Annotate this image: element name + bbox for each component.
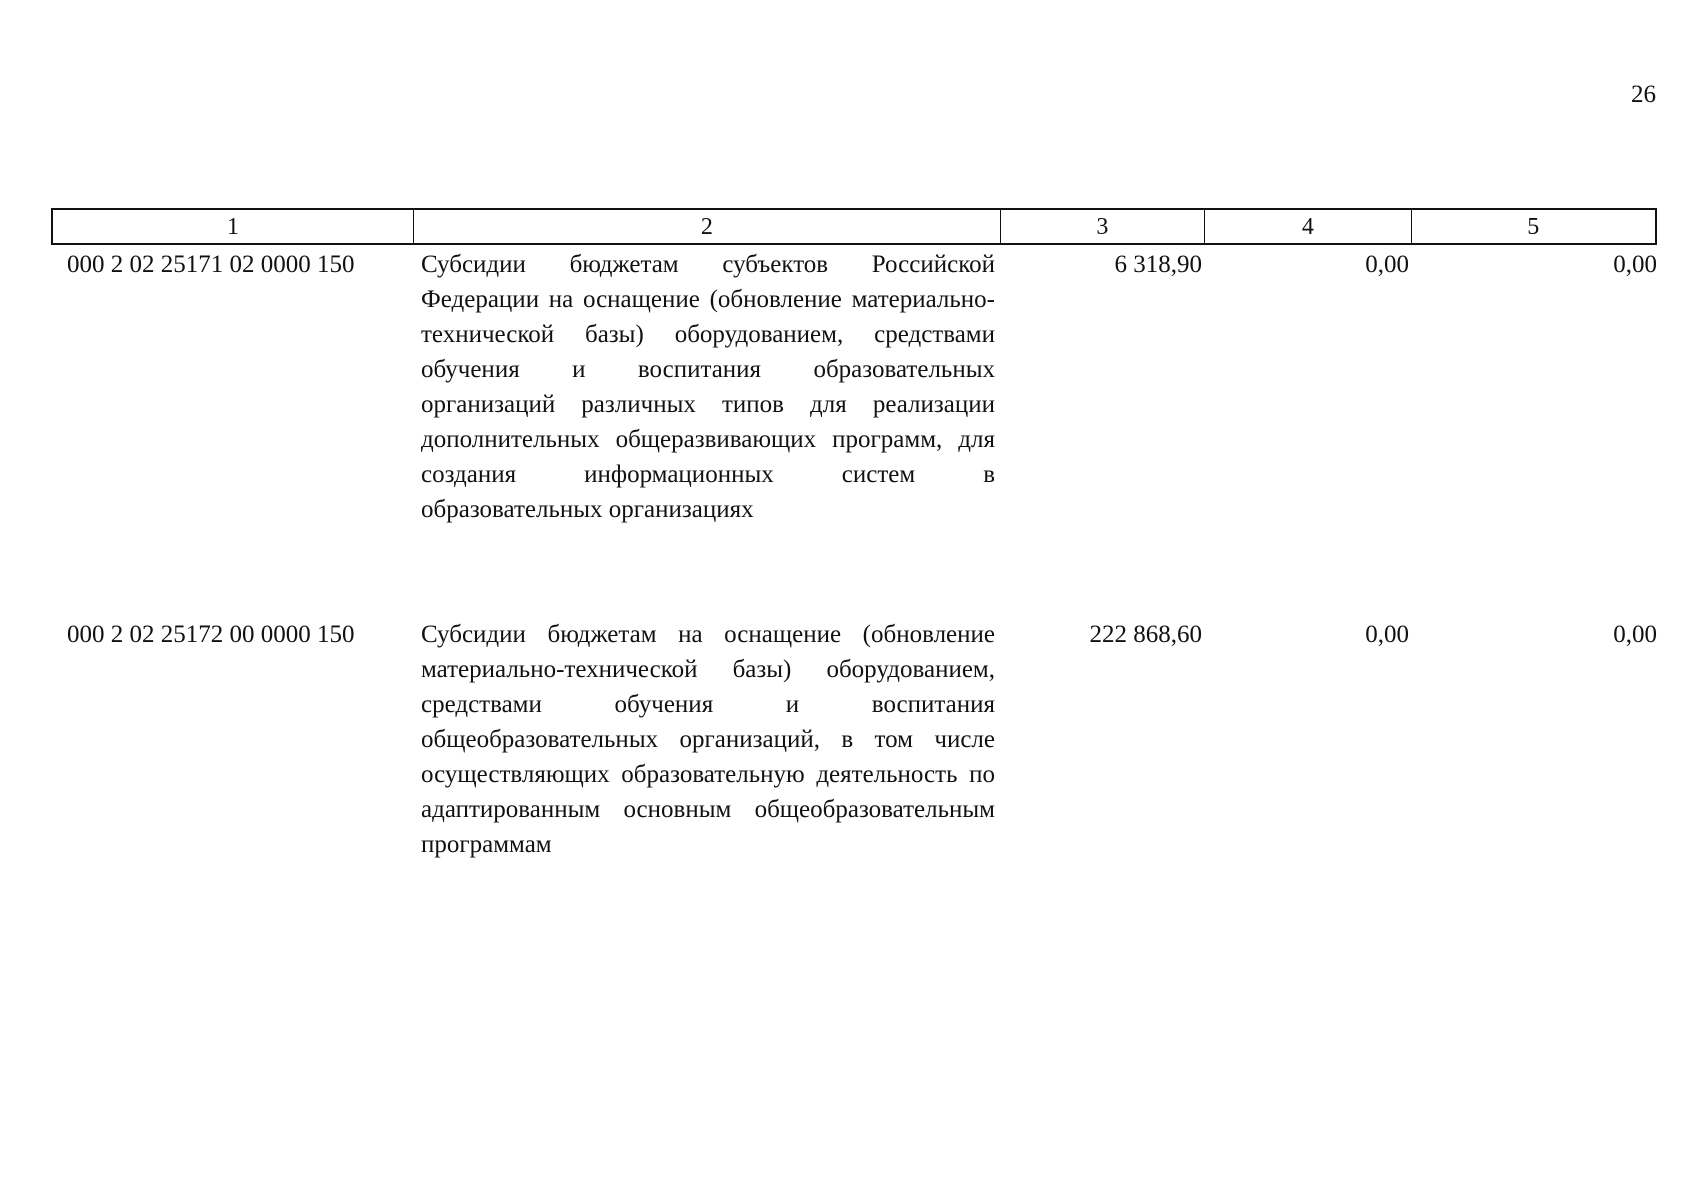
table-row [51, 617, 1657, 862]
amount-col-3: 6 318,90 [1114, 251, 1202, 278]
amount-col-5: 0,00 [1613, 251, 1657, 278]
header-col-2: 2 [414, 210, 1001, 243]
budget-code: 000 2 02 25172 00 0000 150 [67, 621, 355, 648]
amount-col-5: 0,00 [1613, 621, 1657, 648]
amount-col-4: 0,00 [1365, 251, 1409, 278]
description: Субсидии бюджетам субъектов Российской Федерации на оснащение (обновление материально-технической базы) оборудованием, средствами обучения и воспитания образовательных организаций различных типов для реализации дополнительных общеразвивающих программ, для создания информационных систем в образовательных организациях [421, 251, 995, 523]
amount-col-3: 222 868,60 [1089, 621, 1202, 648]
header-col-1: 1 [53, 210, 414, 243]
description: Субсидии бюджетам на оснащение (обновление материально-технической базы) оборудованием, средствами обучения и воспитания общеобразовательных организаций, в том числе осуществляющих образовательную деятельность по адаптированным основным общеобразовательным программам [421, 621, 995, 858]
budget-code: 000 2 02 25171 02 0000 150 [67, 251, 355, 278]
table-row [51, 247, 1657, 527]
header-col-4: 4 [1205, 210, 1411, 243]
table-header [51, 208, 1657, 245]
amount-col-4: 0,00 [1365, 621, 1409, 648]
page-number: 26 [1631, 81, 1656, 108]
header-col-3: 3 [1001, 210, 1205, 243]
header-col-5: 5 [1527, 213, 1540, 240]
